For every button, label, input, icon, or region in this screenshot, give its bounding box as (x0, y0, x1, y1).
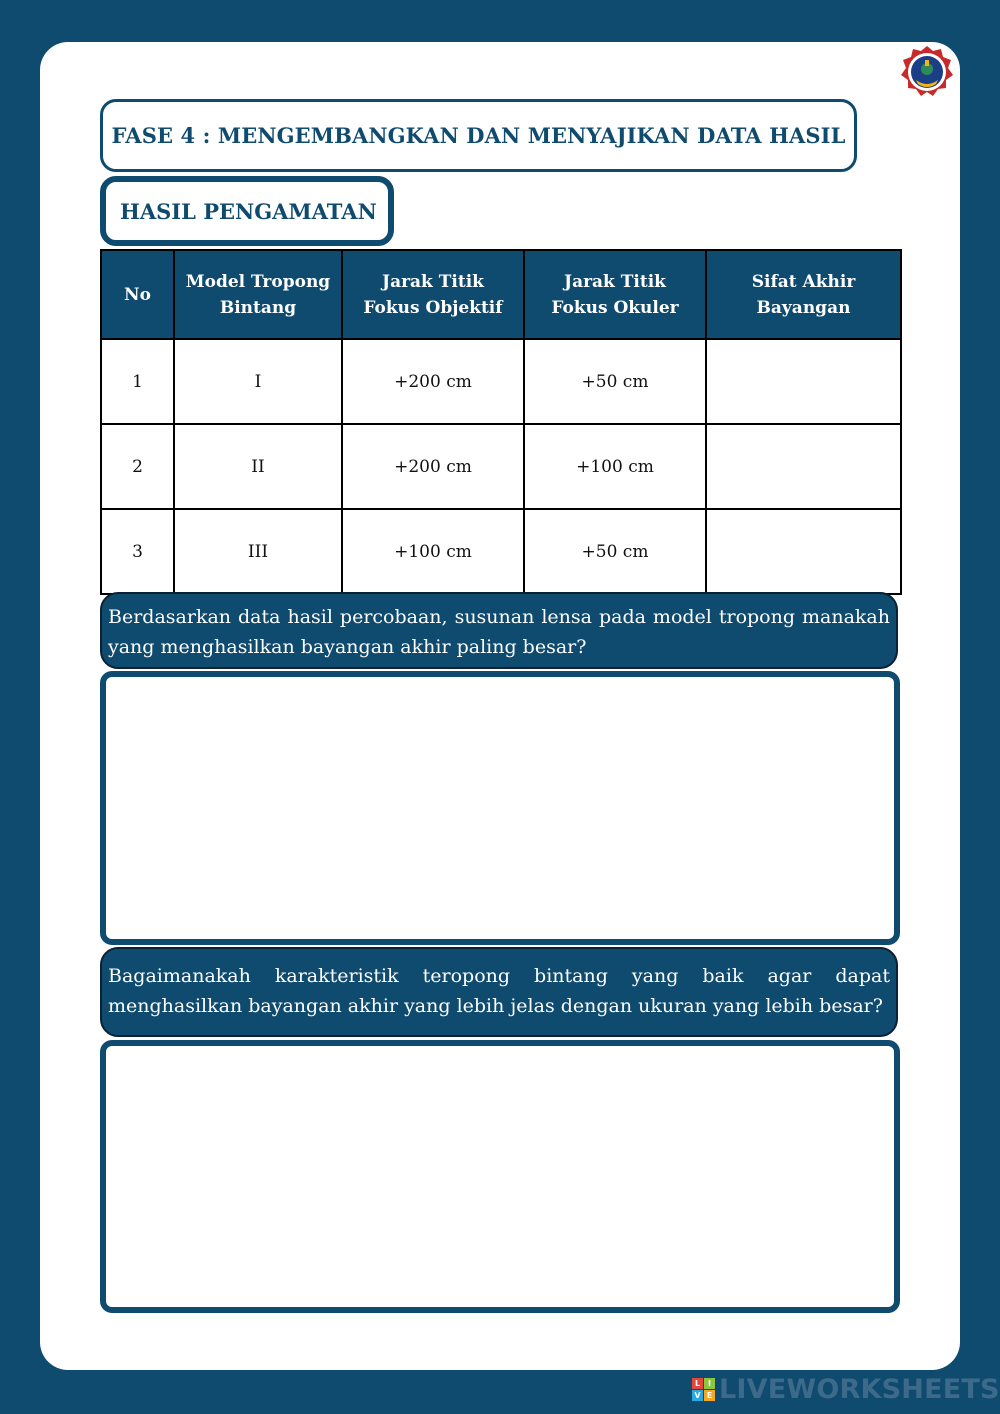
question-2-text: Bagaimanakah karakteristik teropong bintang yang baik agar dapat menghasilkan bayangan akhir yang lebih jelas dengan ukuran yang lebih besar? (108, 965, 890, 1017)
cell-model: III (174, 509, 342, 594)
table-row (101, 424, 901, 509)
table-header-row (101, 250, 901, 339)
cell-no: 1 (101, 339, 174, 424)
university-emblem-icon (898, 44, 956, 102)
cell-objective-focus: +200 cm (342, 424, 524, 509)
answer-box-1[interactable] (100, 671, 900, 945)
answer-box-2[interactable] (100, 1040, 900, 1313)
liveworksheets-mark-icon: L I V E (692, 1378, 715, 1401)
cell-model: I (174, 339, 342, 424)
liveworksheets-logo (692, 1373, 1000, 1405)
column-header-eyepiece-focus: Jarak Titik Fokus Okuler (524, 250, 706, 339)
table-row (101, 339, 901, 424)
phase-title-box (100, 99, 857, 172)
cell-no: 2 (101, 424, 174, 509)
liveworksheets-wordmark: LIVEWORKSHEETS (719, 1373, 1000, 1405)
cell-eyepiece-focus: +100 cm (524, 424, 706, 509)
column-header-no: No (101, 250, 174, 339)
cell-objective-focus: +100 cm (342, 509, 524, 594)
cell-image-property-input[interactable] (706, 509, 901, 594)
column-header-objective-focus: Jarak Titik Fokus Objektif (342, 250, 524, 339)
cell-image-property-input[interactable] (706, 339, 901, 424)
question-1 (100, 592, 898, 669)
cell-objective-focus: +200 cm (342, 339, 524, 424)
cell-eyepiece-focus: +50 cm (524, 339, 706, 424)
phase-title: FASE 4 : MENGEMBANGKAN DAN MENYAJIKAN DATA HASIL (111, 123, 846, 148)
question-2 (100, 947, 898, 1037)
cell-no: 3 (101, 509, 174, 594)
cell-model: II (174, 424, 342, 509)
column-header-model: Model Tropong Bintang (174, 250, 342, 339)
column-header-image-property: Sifat Akhir Bayangan (706, 250, 901, 339)
question-1-text: Berdasarkan data hasil percobaan, susunan lensa pada model tropong manakah yang menghasilkan bayangan akhir paling besar? (108, 606, 890, 658)
observation-table (100, 249, 902, 595)
table-row (101, 509, 901, 594)
section-title-box (100, 176, 394, 246)
section-title: HASIL PENGAMATAN (120, 198, 377, 224)
cell-eyepiece-focus: +50 cm (524, 509, 706, 594)
cell-image-property-input[interactable] (706, 424, 901, 509)
